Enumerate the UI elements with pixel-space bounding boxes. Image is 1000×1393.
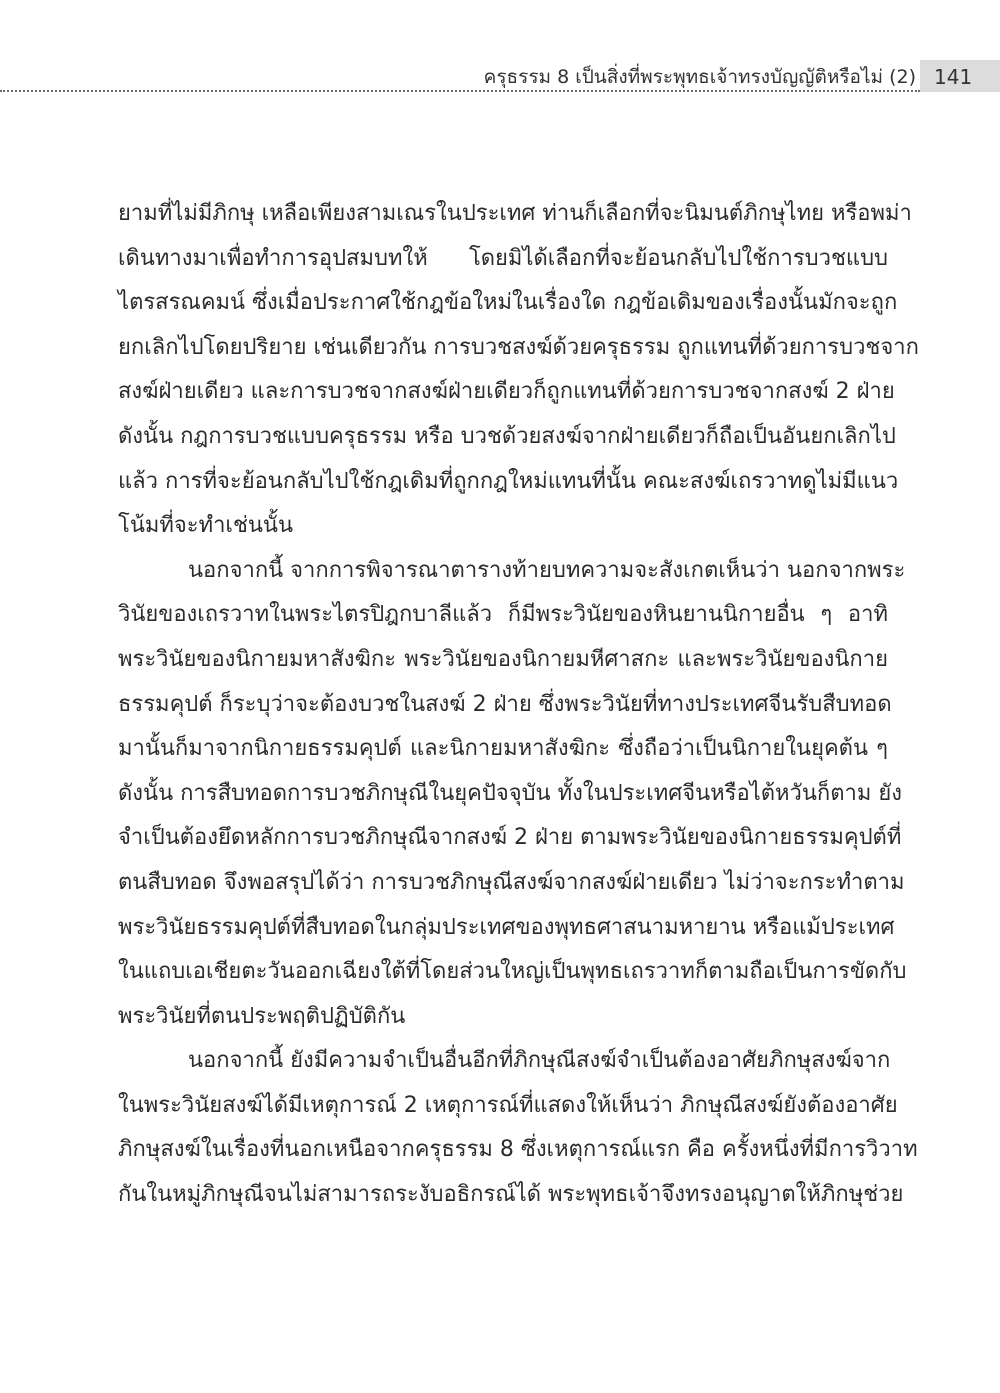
text-line: ยามที่ไม่มีภิกษุ เหลือเพียงสามเณรในประเทศ ท่านก็เลือกที่จะนิมนต์ภิกษุไทย หรือพม่า [118, 201, 912, 226]
text-line: แล้ว การที่จะย้อนกลับไปใช้กฎเดิมที่ถูกกฎใหม่แทนที่นั้น คณะสงฆ์เถรวาทดูไม่มีแนว [118, 468, 899, 494]
text-line: จำเป็นต้องยึดหลักการบวชภิกษุณีจากสงฆ์ 2 ฝ่าย ตามพระวินัยของนิกายธรรมคุปต์ที่ [118, 825, 902, 851]
text-line: สงฆ์ฝ่ายเดียว และการบวชจากสงฆ์ฝ่ายเดียวก็ถูกแทนที่ด้วยการบวชจากสงฆ์ 2 ฝ่าย [118, 379, 895, 405]
page-number-box [920, 60, 1000, 92]
text-line: พระวินัยของนิกายมหาสังฆิกะ พระวินัยของนิกายมหีศาสกะ และพระวินัยของนิกาย [118, 646, 888, 672]
text-line: เดินทางมาเพื่อทำการอุปสมบทให้ โดยมิได้เลือกที่จะย้อนกลับไปใช้การบวชแบบ [118, 245, 888, 271]
text-line: กันในหมู่ภิกษุณีจนไม่สามารถระงับอธิกรณ์ได้ พระพุทธเจ้าจึงทรงอนุญาตให้ภิกษุช่วย [118, 1182, 904, 1208]
text-line: นอกจากนี้ ยังมีความจำเป็นอื่นอีกที่ภิกษุณีสงฆ์จำเป็นต้องอาศัยภิกษุสงฆ์จาก [188, 1048, 891, 1074]
text-line: ธรรมคุปต์ ก็ระบุว่าจะต้องบวชในสงฆ์ 2 ฝ่าย ซึ่งพระวินัยที่ทางประเทศจีนรับสืบทอด [118, 691, 892, 717]
text-line: ในพระวินัยสงฆ์ได้มีเหตุการณ์ 2 เหตุการณ์ที่แสดงให้เห็นว่า ภิกษุณีสงฆ์ยังต้องอาศัย [118, 1092, 898, 1118]
text-line: ภิกษุสงฆ์ในเรื่องที่นอกเหนือจากครุธรรม 8 ซึ่งเหตุการณ์แรก คือ ครั้งหนึ่งที่มีการวิวาท [118, 1137, 918, 1163]
text-line: พระวินัยธรรมคุปต์ที่สืบทอดในกลุ่มประเทศของพุทธศาสนามหายาน หรือแม้ประเทศ [118, 914, 895, 940]
running-header [0, 60, 1000, 94]
text-line: นอกจากนี้ จากการพิจารณาตารางท้ายบทความจะสังเกตเห็นว่า นอกจากพระ [188, 557, 906, 583]
text-line: ในแถบเอเชียตะวันออกเฉียงใต้ที่โดยส่วนใหญ่เป็นพุทธเถรวาทก็ตามถือเป็นการขัดกับ [118, 959, 907, 985]
chapter-title: ครุธรรม 8 เป็นสิ่งที่พระพุทธเจ้าทรงบัญญัติหรือไม่ (2) [483, 66, 916, 88]
page-number: 141 [934, 65, 973, 89]
text-line: พระวินัยที่ตนประพฤติปฏิบัติกัน [118, 1003, 406, 1029]
text-line: วินัยของเถรวาทในพระไตรปิฎกบาลีแล้ว ก็มีพระวินัยของหินยานนิกายอื่น ๆ อาทิ [118, 602, 888, 628]
text-line: ตนสืบทอด จึงพอสรุปได้ว่า การบวชภิกษุณีสงฆ์จากสงฆ์ฝ่ายเดียว ไม่ว่าจะกระทำตาม [118, 869, 905, 895]
text-line: มานั้นก็มาจากนิกายธรรมคุปต์ และนิกายมหาสังฆิกะ ซึ่งถือว่าเป็นนิกายในยุคต้น ๆ [118, 736, 888, 762]
text-line: ดังนั้น การสืบทอดการบวชภิกษุณีในยุคปัจจุบัน ทั้งในประเทศจีนหรือไต้หวันก็ตาม ยัง [118, 780, 902, 806]
dotted-header-rule [0, 90, 920, 92]
body-text [118, 192, 919, 1218]
text-line: ยกเลิกไปโดยปริยาย เช่นเดียวกัน การบวชสงฆ์ด้วยครุธรรม ถูกแทนที่ด้วยการบวชจาก [118, 334, 919, 360]
text-line: ไตรสรณคมน์ ซึ่งเมื่อประกาศใช้กฎข้อใหม่ในเรื่องใด กฎข้อเดิมของเรื่องนั้นมักจะถูก [118, 290, 898, 316]
text-line: โน้มที่จะทำเช่นนั้น [118, 513, 293, 539]
text-line: ดังนั้น กฎการบวชแบบครุธรรม หรือ บวชด้วยสงฆ์จากฝ่ายเดียวก็ถือเป็นอันยกเลิกไป [118, 423, 896, 449]
